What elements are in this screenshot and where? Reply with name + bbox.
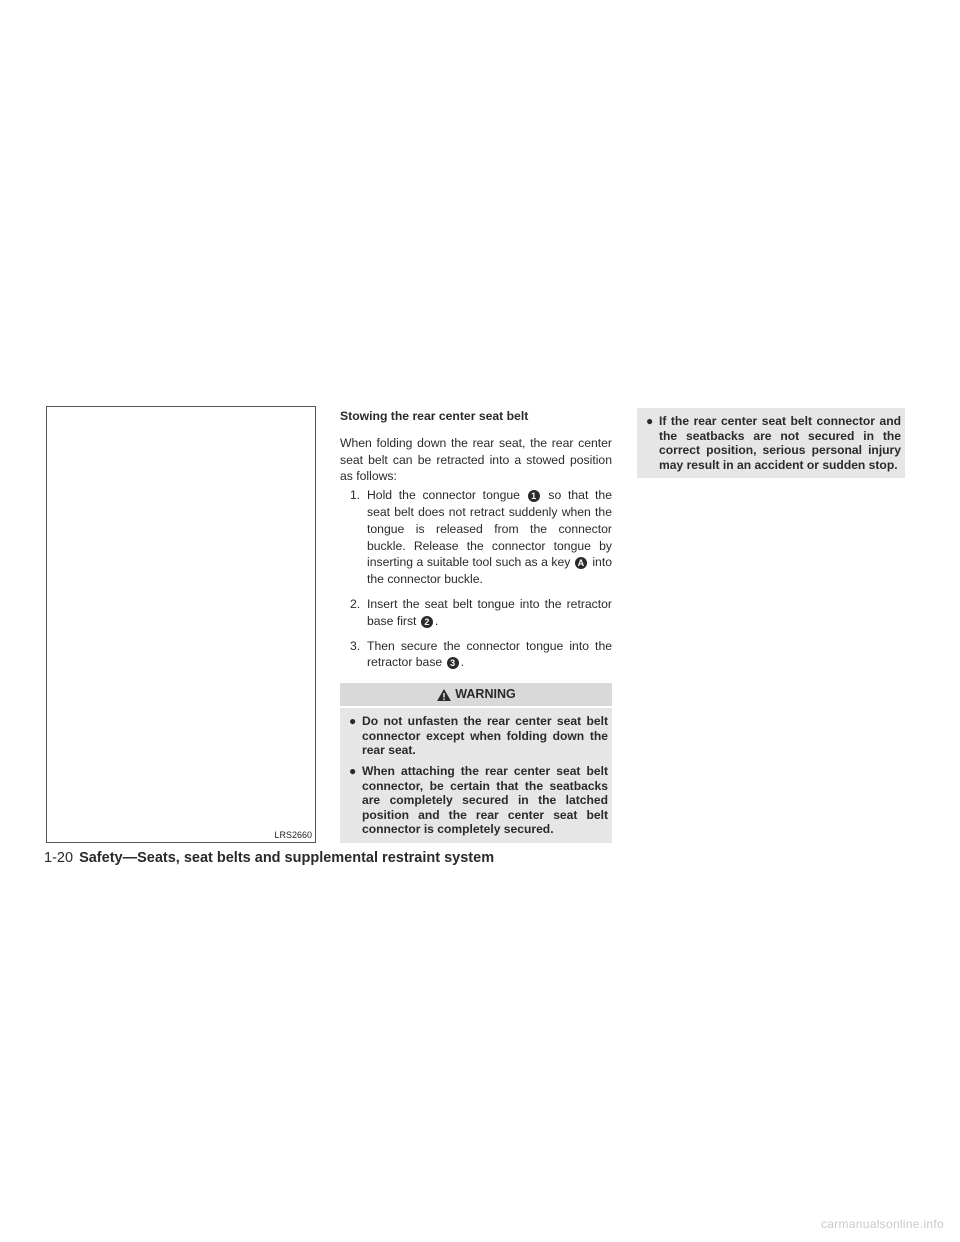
warning-body-continued — [637, 408, 905, 478]
warning-title: WARNING — [455, 687, 516, 702]
intro-paragraph: When folding down the rear seat, the rear center seat belt can be retracted into a stowed position as follows: — [340, 435, 612, 484]
step-1: 1. Hold the connector tongue 1 so that the seat belt does not retract suddenly when the tongue is released from the connector buckle. Release the connector tongue by inserting a suitable tool such as a key A into the connector buckle. — [350, 488, 612, 587]
section-heading: Stowing the rear center seat belt — [340, 409, 529, 423]
warning-triangle-icon — [436, 688, 452, 702]
instructions-column — [340, 408, 612, 843]
callout-a-icon: A — [575, 557, 587, 569]
step-3: 3. Then secure the connector tongue into the retractor base 3 . — [350, 638, 612, 670]
warning-item: ● If the rear center seat belt connector and the seatbacks are not secured in the correct position, serious personal injury may result in an accident or sudden stop. — [646, 414, 901, 472]
warning-body — [340, 708, 612, 843]
figure-illustration — [46, 406, 316, 843]
step-2: 2. Insert the seat belt tongue into the retractor base first 2 . — [350, 596, 612, 628]
page-footer — [44, 850, 494, 866]
footer-section-title: Safety—Seats, seat belts and supplemental restraint system — [79, 850, 495, 866]
watermark: carmanualsonline.info — [820, 1217, 944, 1231]
warning-continued-column — [637, 408, 905, 478]
callout-2-icon: 2 — [421, 616, 433, 628]
callout-3-icon: 3 — [447, 657, 459, 669]
page-number: 1-20 — [44, 850, 74, 866]
warning-item: ● Do not unfasten the rear center seat belt connector except when folding down the rear seat. — [349, 714, 608, 758]
warning-header — [340, 683, 612, 706]
warning-item: ● When attaching the rear center seat belt connector, be certain that the seatbacks are completely secured in the latched position and the rear center seat belt connector is completely secured. — [349, 763, 608, 837]
callout-1-icon: 1 — [528, 490, 540, 502]
figure-code: LRS2660 — [274, 830, 312, 840]
